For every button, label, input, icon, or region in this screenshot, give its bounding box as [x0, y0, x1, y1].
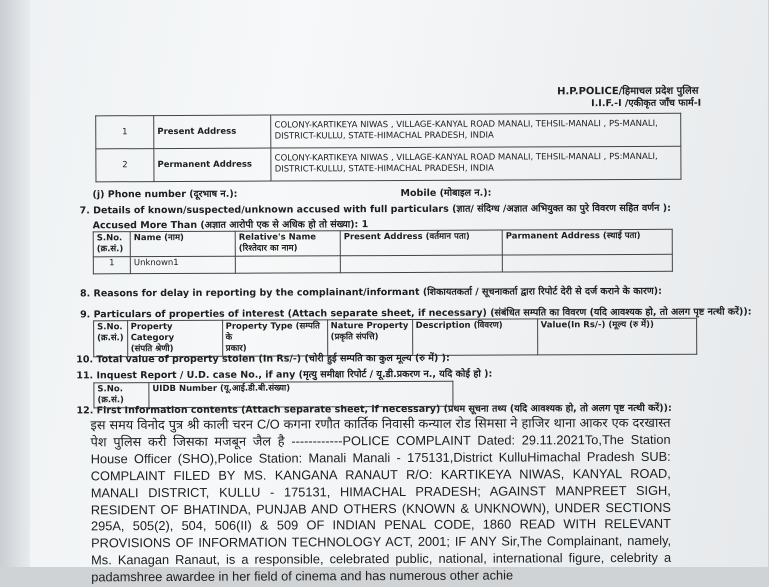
address-value: COLONY-KARTIKEYA NIWAS , VILLAGE-KANYAL ROAD MANALI, TEHSIL-MANALI , PS:MANALI, DISTRICT-KULLU, STATE-HIMACHAL PRADESH, INDIA: [271, 146, 681, 181]
phone-label: (j) Phone number (दूरभाष न.):: [92, 188, 238, 201]
address-num: 2: [96, 149, 154, 182]
column-header: Value(In Rs/-) (मूल्य (रु में)): [537, 318, 697, 355]
column-header: S.No. (क्र.सं.): [94, 383, 149, 408]
header-form: I.I.F.-I /एकीकृत जाँच फार्म-I: [591, 97, 702, 110]
table-row: [93, 254, 672, 274]
address-label: Permanent Address: [154, 148, 271, 182]
address-value: COLONY-KARTIKEYA NIWAS , VILLAGE-KANYAL ROAD MANALI, TEHSIL-MANALI , PS-MANALI, DISTRICT-KULLU, STATE-HIMACHAL PRADESH, INDIA: [271, 113, 681, 148]
column-header: Name (नाम): [130, 231, 235, 256]
section-11-title: 11. Inquest Report / U.D. case No., if any (मृत्यु समीक्षा रिपोर्ट / यू.डी.प्रकरण न., यदि कोई हो ):: [76, 368, 493, 382]
column-header: Present Address (वर्तमान पता): [340, 230, 502, 256]
address-table: [95, 113, 681, 183]
address-num: 1: [96, 116, 154, 149]
accused-count: Accused More Than (अज्ञात आरोपी एक से अधिक हो तो संख्या): 1: [92, 219, 369, 232]
column-header: Nature Property (प्रकृति संपत्ति): [327, 319, 412, 355]
section-12-title: 12. First Information contents (Attach separate sheet, if necessary) (प्रथम सूचना तथ्य (यदि आवश्यक हो, तो अलग पृष्ट नत्थी करें)):: [76, 402, 672, 417]
column-header: Property Category (संपति श्रेणी): [127, 320, 222, 356]
section-10-title: 10. Total value of property stolen (In Rs/-) (चोरी हुई सम्पति का कुल मूल्य (रु में) ):: [76, 352, 450, 366]
fir-contents: इस समय विनोद पुत्र श्री काली चरन C/O कगना रणौत कार्तिक निवासी कन्याल रोड सिमसा ने हाजिर थाना आकर एक दरखास्त पेश पुलिस करी जिसका मजबून जैल है ------------POLICE COMPLAINT Dated: 29.11.2021To,The Station House Officer (SHO),Police Station: Manali Manali - 175131,District KulluHimachal Pradesh SUB: COMPLAINT FILED BY MS. KANGANA RANAUT R/O: KARTIKEYA NIWAS, KANYAL ROAD, MANALI DISTRICT, KULLU - 175131, HIMACHAL PRADESH; AGAINST MANPREET SIGH, RESIDENT OF BHATINDA, PUNJAB AND OTHERS (KNOWN & UNKNOWN), UNDER SECTIONS 295A, 505(2), 504, 506(II) & 509 OF INDIAN PENAL CODE, 1860 READ WITH RELEVANT PROVISIONS OF INFORMATION TECHNOLOGY ACT, 2001; IF ANY Sir,The Complainant, namely, Ms. Kanagan Ranaut, is a responsible, celebrated public, national, international figure, celebrity a padamshree awardee in her field of cinema and has numerous other achie: [90, 414, 672, 585]
column-header: S.No. (क्र.सं.): [93, 232, 130, 257]
cell-permanent-address: [502, 254, 672, 272]
header-police: H.P.POLICE/हिमाचल प्रदेश पुलिस: [557, 85, 699, 98]
cell-name: Unknown1: [130, 256, 235, 273]
column-header: Relative's Name (रिश्तेदार का नाम): [235, 231, 340, 256]
address-label: Present Address: [154, 115, 271, 149]
cell-relative: [235, 256, 340, 273]
table-row: [96, 146, 681, 182]
accused-table: [93, 229, 673, 275]
cell-present-address: [340, 255, 502, 273]
section-7-title: 7. Details of known/suspected/unknown accused with full particulars (ज्ञात/ संदिग्ध /अज्ञात अभियुक्त का पुरे विवरण सहित वर्णन ):: [79, 202, 671, 217]
column-header: S.No. (क्र.सं.): [94, 321, 128, 357]
mobile-label: Mobile (मोबाइल न.):: [400, 187, 492, 199]
section-8-title: 8. Reasons for delay in reporting by the complainant/informant (शिकायतकर्ता / सूचनाकर्ता द्वारा रिपोर्ट देरी से दर्ज कराने के कारण):: [79, 285, 662, 300]
table-row: [96, 113, 681, 149]
column-header: Description (विवरण): [412, 319, 537, 356]
cell-sno: 1: [93, 257, 130, 274]
table-header-row: [93, 229, 672, 257]
column-header: Parmanent Address (स्थाई पता): [502, 229, 672, 255]
column-header: UIDB Number (यू.आई.डी.बी.संख्या): [149, 381, 453, 407]
column-header: Property Type (सम्पति के प्रकार): [222, 320, 327, 356]
section-9-title: 9. Particulars of properties of interest (Attach separate sheet, if necessary) (संबंधित सम्पति का विवरण (यदि आवश्यक हो, तो अलग पृष्ट नत्थी करें)):: [80, 306, 752, 321]
